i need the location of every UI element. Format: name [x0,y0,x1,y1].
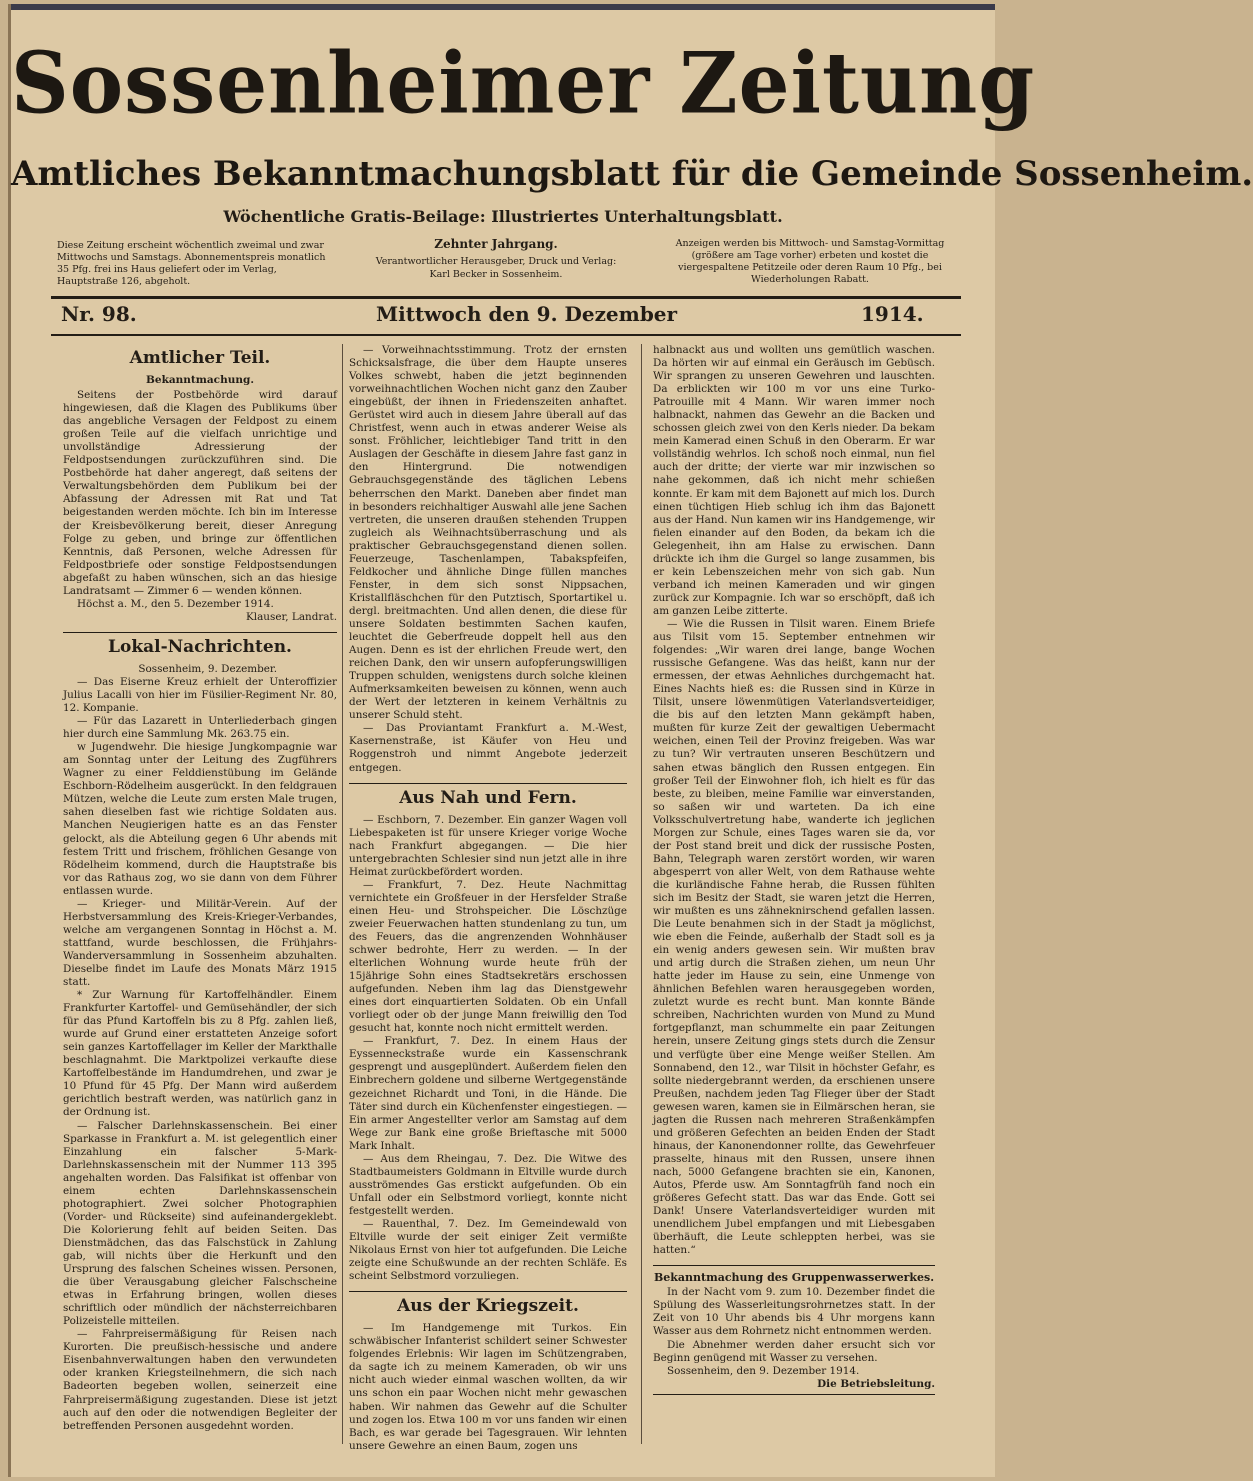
article-jugendwehr: w Jugendwehr. Die hiesige Jungkompagnie war am Sonntag unter der Leitung des Zugführers Wagner zu einer Felddienstübung im Gelände Eschborn-Rödelheim ausgerückt. In den feldgrauen Mützen, welche die Leute zum ersten Male trugen, sahen dieselben fast wie richtige Soldaten aus. Manchen Neugierigen hatte es an das Fenster gelockt, als die Abteilung gegen 6 Uhr abends mit festem Tritt und frischem, fröhlichen Gesange von Rödelheim kommend, durch die Hauptstraße bis vor das Rathaus zog, wo sie dann von dem Führer entlassen wurde. [63,741,337,897]
section-heading-official: Amtlicher Teil. [129,348,271,368]
publisher-line: Verantwortlicher Herausgeber, Druck und Verlag: Karl Becker in Sossenheim. [375,256,617,280]
article-proviantamt: — Das Proviantamt Frankfurt a. M.-West, Kasernenstraße, ist Käufer von Heu und Roggenstroh und nimmt Angebote jederzeit entgegen. [349,722,627,774]
water-notice-title: Bekanntmachung des Gruppenwasserwerkes. [653,1271,935,1285]
article-iron-cross: — Das Eiserne Kreuz erhielt der Unteroffizier Julius Lacalli von hier im Füsilier-Regiment Nr. 80, 12. Kompanie. [63,675,337,715]
column-2 [349,344,627,1452]
newspaper-page [8,4,1253,1477]
column-divider [641,344,642,1444]
section-rule [349,783,627,784]
section-heading-nah-fern: Aus Nah und Fern. [399,787,577,808]
article-vorweihnacht: — Vorweihnachtsstimmung. Trotz der ernsten Schicksalsfrage, die über dem Haupte unseres Volkes schwebt, haben die jetzt beginnenden vorweihnachtlichen Wochen nicht ganz den Zauber eingebüßt, der ihnen in Friedenszeiten anhaftet. Gerüstet wird auch in diesem Jahre überall auf das Christfest, wenn auch in etwas anderer Weise als sonst. Fröhlicher, leichtlebiger Tand tritt in den Auslagen der Geschäfte in diesem Jahre fast ganz in den Hintergrund. Die notwendigen Gebrauchsgegenstände des täglichen Lebens beherrschen den Markt. Daneben aber findet man in besonders reichhaltiger Auswahl alle jene Sachen vertreten, die unseren draußen stehenden Truppen zugleich als Weihnachtsüberraschung und als praktischer Gebrauchsgegenstand dienen sollen. Feuerzeuge, Taschenlampen, Tabakspfeifen, Feldkocher und ähnliche Dinge füllen manches Fenster, in dem sich sonst Nippsachen, Kristallfläschchen für den Putztisch, Sportartikel u. dergl. breitmachten. Und allen denen, die diese für unsere Soldaten bestimmten Sachen kaufen, leuchtet die Geberfreude doppelt hell aus den Augen. Denn es ist der ehrlichen Freude wert, den reichen Dank, den wir unsern aufopferungswilligen Truppen schulden, wenigstens durch solche kleinen Aufmerksamkeiten beweisen zu können, wenn auch der Wert der letzteren in keinem Verhältnis zu unserer Schuld steht. [349,344,627,722]
masthead-subtitle: Amtliches Bekanntmachungsblatt für die Gemeinde Sossenheim. [11,154,1253,194]
notice-title: Bekanntmachung. [146,374,254,386]
publisher-info [366,238,626,281]
volume-year: Zehnter Jahrgang. [434,237,558,251]
dateline [11,302,995,332]
water-notice-signature: Die Betriebsleitung. [817,1377,935,1390]
water-notice-request: Die Abnehmer werden daher ersucht sich vor Beginn genügend mit Wasser zu versehen. [653,1338,935,1364]
article-tilsit: — Wie die Russen in Tilsit waren. Einem Briefe aus Tilsit vom 15. September entnehmen wir folgendes: „Wir waren drei lange, bange Wochen russische Gefangene. Was das heißt, kann nur der ermessen, der etwas Aehnliches durchgemacht hat. Eines Nachts hieß es: die Russen sind in Kürze in Tilsit, unsere löwenmütigen Vaterlandsverteidiger, die bis auf den letzten Mann gekämpft haben, mußten für kurze Zeit der gewaltigen Uebermacht weichen, einen Teil der Provinz freigeben. Was war zu tun? Wir vertrauten unseren Beschützern und sahen etwas bänglich den Russen entgegen. Ein großer Teil der Einwohner floh, ich hielt es für das beste, zu bleiben, meine Familie war einverstanden, so saßen wir und warteten. Da ich eine Volksschulvertretung habe, wanderte ich jeglichen Morgen zur Schule, eines Tages waren sie da, vor der Post stand breit und dick der russische Posten, Bahn, Telegraph waren zerstört worden, wir waren abgesperrt von aller Welt, von dem Rathause wehte die kurländische Fahne herab, die Russen fühlten sich im Besitz der Stadt, sie waren jetzt die Herren, wir mußten es uns zähneknirschend gefallen lassen. Die Leute benahmen sich in der Stadt ja möglichst, wie eben die Feinde, außerhalb der Stadt soll es ja ein wenig anders gewesen sein. Wir mußten brav und artig durch die Straßen ziehen, um neun Uhr hatte jeder im Hause zu sein, eine Unmenge von ähnlichen Befehlen waren herausgegeben worden, zuletzt wurde es recht bunt. Man konnte Bände schreiben, Nachrichten wurden von Mund zu Mund fortgepflanzt, man schummelte ein paar Zeitungen herein, unsere Zeitung gings stets durch die Zensur und verfügte über eine Menge weißer Stellen. Am Sonnabend, den 12., war Tilsit in höchster Gefahr, es sollte niedergebrannt werden, da erschienen unsere Preußen, nachdem jeden Tag Flieger über der Stadt gewesen waren, kamen sie in Eilmärschen heran, sie jagten die Russen nach mehreren Straßenkämpfen und größeren Gefechten an beiden Enden der Stadt hinaus, der Kanonendonner rollte, das Gewehrfeuer prasselte, hinaus mit den Russen, unsere ihnen nach, 5000 Gefangene brachten sie ein, Kanonen, Autos, Pferde usw. Am Sonntagfrüh fand noch ein größeres Gefecht statt. Das war das Ende. Gott sei Dank! Unsere Vaterlandsverteidiger wurden mit unendlichem Jubel empfangen und mit Liebesgaben überhäuft, die Leute schleppten herbei, was sie hatten.“ [653,617,935,1257]
article-turkos-continued: halbnackt aus und wollten uns gemütlich waschen. Da hörten wir auf einmal ein Geräusch im Gebüsch. Wir sprangen zu unseren Gewehren und lauschten. Da erblickten wir 100 m vor uns eine Turko-Patrouille mit 4 Mann. Wir waren immer noch halbnackt, nahmen das Gewehr an die Backen und schossen gleich zwei von den Kerls nieder. Da bekam mein Kamerad einen Schuß in den Oberarm. Er war vollständig wehrlos. Ich schoß noch einmal, nun fiel auch der dritte; der vierte war mir inzwischen so nahe gekommen, daß ich nicht mehr schießen konnte. Er kam mit dem Bajonett auf mich los. Durch einen tüchtigen Hieb schlug ich ihm das Bajonett aus der Hand. Nun kamen wir ins Handgemenge, wir fielen einander auf den Boden, da bekam ich die Gelegenheit, ihn am Halse zu erwischen. Dann drückte ich ihm die Gurgel so lange zusammen, bis er kein Lebenszeichen mehr von sich gab. Nun verband ich meinen Kameraden und wir gingen zurück zur Kompagnie. Ich war so erschöpft, daß ich am ganzen Leibe zitterte. [653,344,935,617]
water-notice-date: Sossenheim, den 9. Dezember 1914. [667,1364,860,1377]
article-lazarett: — Für das Lazarett in Unterliederbach gingen hier durch eine Sammlung Mk. 263.75 ein. [63,715,337,741]
advertising-info: Anzeigen werden bis Mittwoch- und Samstag-Vormittag (größere am Tage vorher) erbeten und kostet die viergespaltene Petitzeile oder deren Raum 10 Pfg., bei Wiederholungen Rabatt. [675,238,945,285]
article-eschborn: — Eschborn, 7. Dezember. Ein ganzer Wagen voll Liebespaketen ist für unsere Krieger vorige Woche nach Frankfurt abgegangen. — Die hier untergebrachten Schlesier sind nun jetzt alle in ihre Heimat zurückbefördert worden. [349,813,627,878]
notice-signature: Klauser, Landrat. [246,610,337,623]
section-rule [349,1291,627,1292]
article-frankfurt-1: — Frankfurt, 7. Dez. Heute Nachmittag vernichtete ein Großfeuer in der Hersfelder Straße einen Heu- und Strohspeicher. Die Löschzüge zweier Feuerwachen hatten stundenlang zu tun, um des Feuers, das die angrenzenden Wohnhäuser schwer bedrohte, Herr zu werden. — In der elterlichen Wohnung wurde heute früh der 15jährige Sohn eines Stadtsekretärs erschossen aufgefunden. Neben ihm lag das Dienstgewehr eines dort einquartierten Soldaten. Ob ein Unfall vorliegt oder ob der junge Mann freiwillig den Tod gesucht hat, konnte noch nicht ermittelt werden. [349,878,627,1035]
header-rule-bottom [51,334,961,336]
header-rule-top [51,296,961,299]
issue-year: 1914. [861,302,924,326]
column-3 [653,344,935,1449]
masthead-title: Sossenheimer Zeitung [11,33,1036,133]
masthead-supplement: Wöchentliche Gratis-Beilage: Illustriertes Unterhaltungsblatt. [223,207,783,226]
local-dateline: Sossenheim, 9. Dezember. [138,662,277,675]
section-heading-local: Lokal-Nachrichten. [108,636,292,657]
article-rauenthal: — Rauenthal, 7. Dez. Im Gemeindewald von Eltville wurde der seit einiger Zeit vermißte Nikolaus Ernst von hier tot aufgefunden. Die Leiche zeigte eine Schußwunde an der rechten Schläfe. Es scheint Selbstmord vorzuliegen. [349,1218,627,1283]
article-kartoffelhaendler: * Zur Warnung für Kartoffelhändler. Einem Frankfurter Kartoffel- und Gemüsehändler, der sich für das Pfund Kartoffeln bis zu 8 Pfg. zahlen ließ, wurde auf Grund einer erstatteten Anzeige sofort sein ganzes Kartoffellager im Keller der Markthalle beschlagnahmt. Die Marktpolizei verkaufte diese Kartoffelbestände im Handumdrehen, und zwar je 10 Pfund für 45 Pfg. Der Mann wird außerdem gerichtlich bestraft werden, was natürlich ganz in der Ordnung ist. [63,989,337,1119]
column-divider [342,344,343,1444]
subscription-info: Diese Zeitung erscheint wöchentlich zweimal und zwar Mittwochs und Samstags. Abonnementspreis monatlich 35 Pfg. frei ins Haus geliefert oder im Verlag, Hauptstraße 126, abgeholt. [57,240,326,287]
section-heading-kriegszeit: Aus der Kriegszeit. [397,1296,579,1317]
article-kriegerverein: — Krieger- und Militär-Verein. Auf der Herbstversammlung des Kreis-Krieger-Verbandes, welche am vergangenen Sonntag in Höchst a. M. stattfand, wurde beschlossen, die Frühjahrs-Wanderversammlung in Sossenheim abzuhalten. Dieselbe findet im Laufe des Monats März 1915 statt. [63,897,337,989]
article-rheingau: — Aus dem Rheingau, 7. Dez. Die Witwe des Stadtbaumeisters Goldmann in Eltville wurde durch ausströmendes Gas erstickt aufgefunden. Ob ein Unfall oder ein Selbstmord vorliegt, konnte nicht festgestellt werden. [349,1152,627,1217]
column-1 [63,344,337,1449]
issue-number: Nr. 98. [61,302,137,326]
section-rule [63,632,337,633]
issue-date: Mittwoch den 9. Dezember [376,302,678,326]
notice-text: Seitens der Postbehörde wird darauf hingewiesen, daß die Klagen des Publikums über das angebliche Versagen der Feldpost zu einem großen Teile auf die vielfach unrichtige und unvollständige Adressierung der Feldpostsendungen zurückzuführen sind. Die Postbehörde hat daher angeregt, daß seitens der Verwaltungsbehörden dem Publikum bei der Abfassung der Adressen mit Rat und Tat beigestanden werden möchte. Ich bin im Interesse der Kreisbevölkerung bereit, dieser Anregung Folge zu geben, und bringe zur öffentlichen Kenntnis, daß Personen, welche Adressen für Feldpostbriefe oder sonstige Feldpostsendungen abgefaßt zu haben wünschen, sich an das hiesige Landratsamt — Zimmer 6 — wenden können. [63,389,337,597]
article-falscher-schein: — Falscher Darlehnskassenschein. Bei einer Sparkasse in Frankfurt a. M. ist gelegentlich einer Einzahlung ein falscher 5-Mark-Darlehnskassenschein mit der Nummer 113 395 angehalten worden. Das Falsifikat ist offenbar von einem echten Darlehnskassenschein photographiert. Zwei solcher Photographien (Vorder- und Rückseite) sind aufeinandergeklebt. Die Kolorierung fehlt auf beiden Seiten. Das Dienstmädchen, das das Falschstück in Zahlung gab, will nichts über die Herkunft und den Ursprung des falschen Scheines wissen. Personen, die über Verausgabung gleicher Falschscheine etwas in Erfahrung bringen, wollen dieses schriftlich oder mündlich der nächsterreichbaren Polizeistelle mitteilen. [63,1119,337,1328]
article-frankfurt-2: — Frankfurt, 7. Dez. In einem Haus der Eyssenneckstraße wurde ein Kassenschrank gesprengt und ausgeplündert. Außerdem fielen den Einbrechern goldene und silberne Wertgegenstände gezeichnet Richardt und Toni, in die Hände. Die Täter sind durch ein Küchenfenster eingestiegen. — Ein armer Angestellter verlor am Samstag auf dem Wege zur Bank eine große Brieftasche mit 5000 Mark Inhalt. [349,1035,627,1152]
notice-date: Höchst a. M., den 5. Dezember 1914. [77,597,274,610]
article-turkos: — Im Handgemenge mit Turkos. Ein schwäbischer Infanterist schildert seiner Schwester folgendes Erlebnis: Wir lagen im Schützengraben, da sagte ich zu meinem Kameraden, ob wir uns nicht auch wieder einmal waschen wollten, da wir uns schon ein paar Wochen nicht mehr gewaschen haben. Wir nahmen das Gewehr auf die Schulter und zogen los. Etwa 100 m vor uns fanden wir einen Bach, es war gerade bei Tagesgrauen. Wir lehnten unsere Gewehre an einen Baum, zogen uns [349,1322,627,1452]
water-notice-text: In der Nacht vom 9. zum 10. Dezember findet die Spülung des Wasserleitungsrohrnetzes statt. In der Zeit von 10 Uhr abends bis 4 Uhr morgens kann Wasser aus dem Rohrnetz nicht entnommen werden. [653,1286,935,1338]
water-notice [653,1265,935,1394]
article-fahrpreis: — Fahrpreisermäßigung für Reisen nach Kurorten. Die preußisch-hessische und andere Eisenbahnverwaltungen haben den verwundeten oder kranken Kriegsteilnehmern, die sich nach Badeorten begeben wollen, seinerzeit eine Fahrpreisermäßigung zugestanden. Diese ist jetzt auch auf den oder die notwendigen Begleiter der betreffenden Personen ausgedehnt worden. [63,1328,337,1432]
